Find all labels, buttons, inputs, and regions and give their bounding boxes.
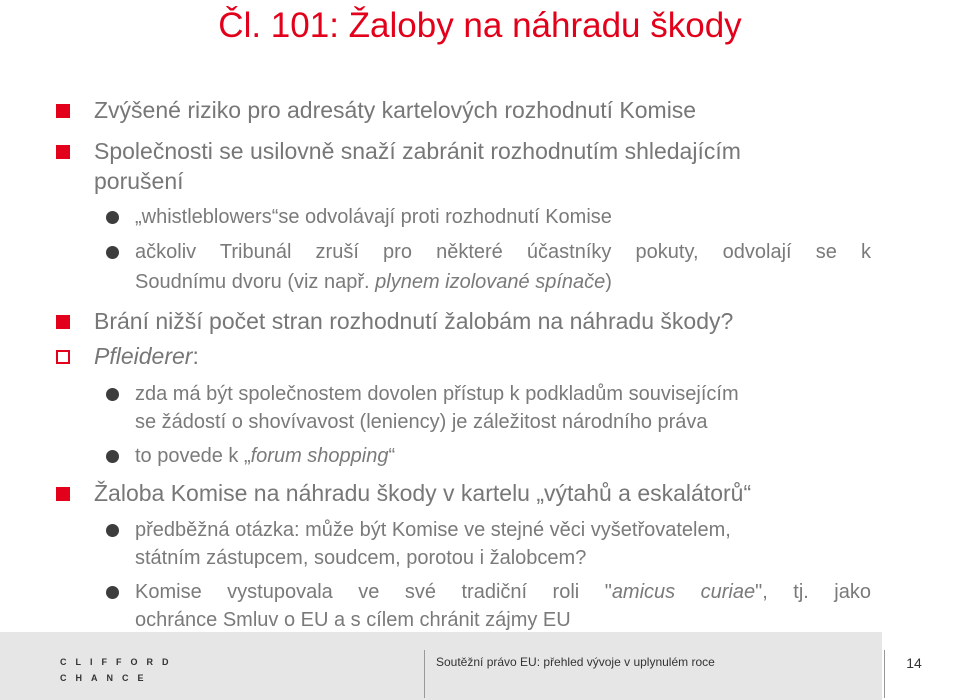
page-number-box [882,632,960,700]
slide-footer [0,632,960,700]
red-square-bullet-icon [56,145,70,159]
circle-bullet-icon [106,388,119,401]
slide-title: Čl. 101: Žaloby na náhradu škody [218,6,742,45]
slide-content: Zvýšené riziko pro adresáty kartelových rozhodnutí Komise Společnosti se usilovně snaží zabránit rozhodnutím shledajícím porušení „whistleblowers“se odvolávají proti rozhodnutí Komise ačkoliv Tribunál zruší pro některé účastníky pokuty, odvolají se k Soudnímu dvoru (viz např. plynem izolované spínače) Brání nižší počet stran rozhodnutí žalobám na náhradu škody? Pfleiderer: zda má být společnostem dovolen přístup k podkladům souvisejícím se žádostí o shovívavost (leniency) je záležitost národního práva to povede k „forum shopping“ Žaloba Komise na náhradu škody v kartelu „výtahů a eskalátorů“ předběžná otázka: může být Komise ve stejné věci vyšetřovatelem, státním zástupcem, soudcem, porotou i žalobcem? Komise vystupovala ve své tradiční roli "amicus curiae", tj. jako ochránce Smluv o EU a s cílem chránit zájmy EU [0,0,960,632]
circle-bullet-icon [106,450,119,463]
page-number: 14 [906,655,922,671]
red-square-bullet-icon [56,315,70,329]
red-outline-square-bullet-icon [56,350,70,364]
circle-bullet-icon [106,211,119,224]
red-square-bullet-icon [56,487,70,501]
circle-bullet-icon [106,246,119,259]
red-square-bullet-icon [56,104,70,118]
footer-caption: Soutěžní právo EU: přehled vývoje v uplynulém roce [436,655,715,669]
circle-bullet-icon [106,524,119,537]
clifford-chance-logo: CLIFFORD CHANCE [60,657,178,683]
circle-bullet-icon [106,586,119,599]
footer-divider [424,650,425,698]
